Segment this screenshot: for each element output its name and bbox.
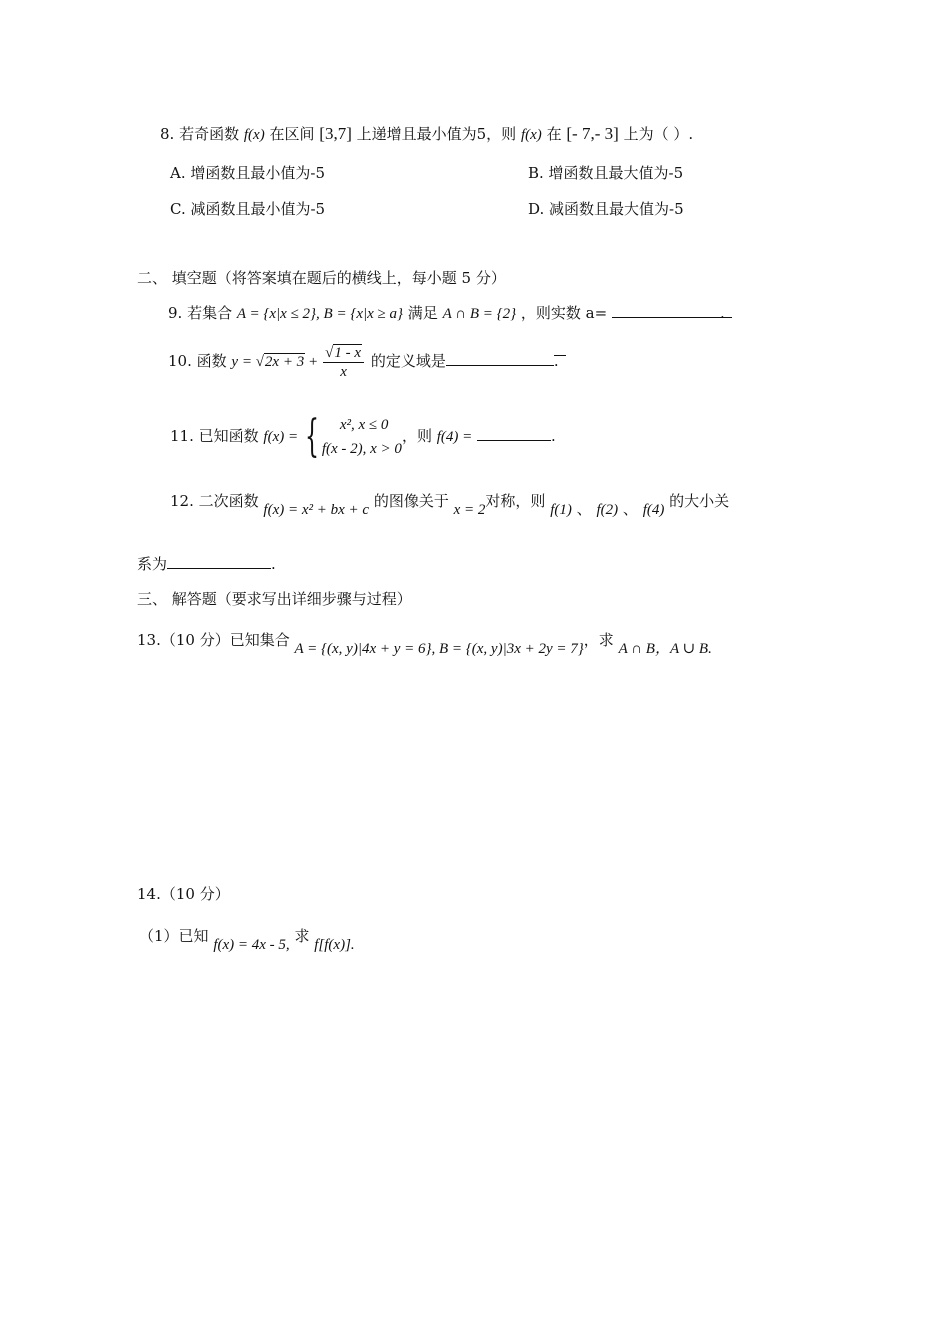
q12-tail: 的大小关 [669,492,730,510]
q14-part-1 [139,921,355,952]
q11-mid: ，则 [401,427,432,445]
q8-interval-1: [3,7] [319,124,352,143]
q12-line-2 [137,554,276,574]
q12-f1: f(1) [550,502,572,518]
q9-end: . [720,303,732,318]
q8-fx-2: f(x) [520,127,542,143]
q8-interval-2: [- 7,- 3] [566,124,619,143]
q8-option-d: D. 减函数且最大值为-5 [528,200,684,218]
q13 [137,625,712,656]
q11-end: . [551,427,556,445]
q10-plus: + [305,354,322,370]
section-3-heading: 三、 解答题（要求写出详细步骤与过程） [137,590,412,608]
q12-sep-2: 、 [622,500,638,518]
q11-lead: 11. 已知函数 [170,427,259,445]
q8-option-a: A. 增函数且最小值为-5 [170,164,325,182]
q12-answer-blank[interactable] [167,554,271,569]
q10-tail: 的定义域是 [370,352,446,370]
q8-stem-e: 上为（ ）. [623,125,694,143]
q9-tail: ，则实数 a= [520,304,608,322]
q11-answer-blank[interactable] [477,426,551,441]
q10-answer-blank[interactable] [446,351,554,366]
q11-cases [322,413,402,461]
q9-sets: A = {x|x ≤ 2}, B = {x|x ≥ a} [236,306,404,322]
q12-mid: 的图像关于 [373,492,449,510]
q11-case-2: f(x - 2), x > 0 [321,441,402,457]
q8-option-c: C. 减函数且最小值为-5 [170,200,326,218]
q12-function: f(x) = x² + bx + c [263,502,370,518]
q11-brace: { [304,411,319,462]
q14-part1-function: f(x) = 4x - 5, [213,937,290,953]
q12-sep-1: 、 [576,500,592,518]
q11 [170,408,556,465]
q12-lead: 12. 二次函数 [170,492,259,510]
q8-stem-b: 在区间 [269,125,315,143]
q8-stem [160,124,693,145]
q12-line2-text: 系为 [137,555,168,573]
q9-answer-blank[interactable] [612,303,720,318]
q10-end: . [554,341,566,356]
q8-fx: f(x) [243,127,265,143]
q14-part1-ask: 求 [294,927,310,945]
q13-target: A ∩ B，A ∪ B. [618,641,712,657]
q10-lead: 10. 函数 [168,352,227,370]
q9 [168,303,732,324]
section-2-heading: 二、 填空题（将答案填在题后的横线上，每小题 5 分） [137,269,506,287]
q8-stem-d: 在 [546,125,562,143]
q14-part1-lead: （1）已知 [139,927,209,945]
q11-case-1: x², x ≤ 0 [339,417,389,433]
q9-mid: 满足 [407,304,438,322]
q10-fraction [323,344,364,381]
q14-heading: 14.（10 分） [137,885,230,903]
q12-f4: f(4) [642,502,665,518]
q12-mid2: 对称，则 [485,492,546,510]
q10-numerator: √1 - x [323,344,364,363]
q13-sets: A = {(x, y)|4x + y = 6}, B = {(x, y)|3x + 2y = 7} [294,641,584,657]
q11-fx-eq: f(x) = [263,429,302,445]
q12-end: . [271,555,276,573]
q13-ask: ，求 [583,631,614,649]
q9-lead: 9. 若集合 [168,304,233,322]
q10-y-eq: y = [231,354,256,370]
q8-stem-a: 8. 若奇函数 [160,125,240,143]
q13-lead: 13.（10 分）已知集合 [137,631,290,649]
q8-option-b: B. 增函数且最大值为-5 [528,164,684,182]
q8-stem-c: 上递增且最小值为5，则 [356,125,517,143]
q11-ask: f(4) = [436,429,473,445]
q9-condition: A ∩ B = {2} [442,306,517,322]
q10-sqrt-sign: √ [255,354,264,370]
q12-f2: f(2) [596,502,619,518]
q12 [170,486,729,517]
q10-denominator: x [340,363,347,380]
q14-part1-target: f[f(x)]. [314,937,355,953]
q12-axis: x = 2 [453,502,486,518]
q10 [168,341,566,382]
q10-sqrt-1: 2x + 3 [264,354,305,370]
